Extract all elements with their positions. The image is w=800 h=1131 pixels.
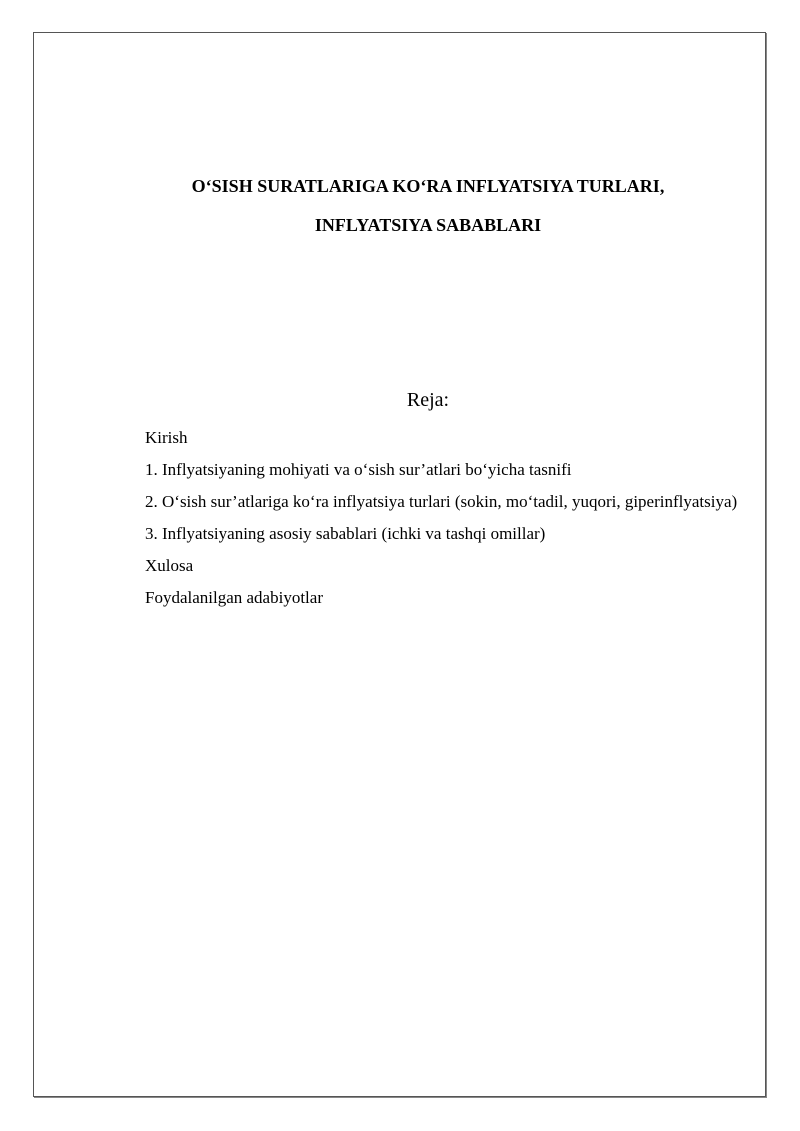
plan-item-introduction: Kirish [145, 428, 188, 447]
plan-item-1: 1. Inflyatsiyaning mohiyati va o‘sish sur’atlari bo‘yicha tasnifi [145, 460, 572, 479]
document-title-line-1: O‘SISH SURATLARIGA KO‘RA INFLYATSIYA TURLARI, [191, 176, 665, 196]
plan-item-conclusion: Xulosa [145, 556, 194, 575]
plan-heading: Reja: [406, 389, 450, 411]
plan-item-3: 3. Inflyatsiyaning asosiy sabablari (ichki va tashqi omillar) [145, 524, 546, 543]
document-title-line-2: INFLYATSIYA SABABLARI [314, 215, 542, 235]
plan-item-references: Foydalanilgan adabiyotlar [145, 588, 323, 607]
plan-item-2: 2. O‘sish sur’atlariga ko‘ra inflyatsiya turlari (sokin, mo‘tadil, yuqori, giperinflyatsiya) [145, 492, 738, 511]
plan-list [115, 422, 741, 614]
